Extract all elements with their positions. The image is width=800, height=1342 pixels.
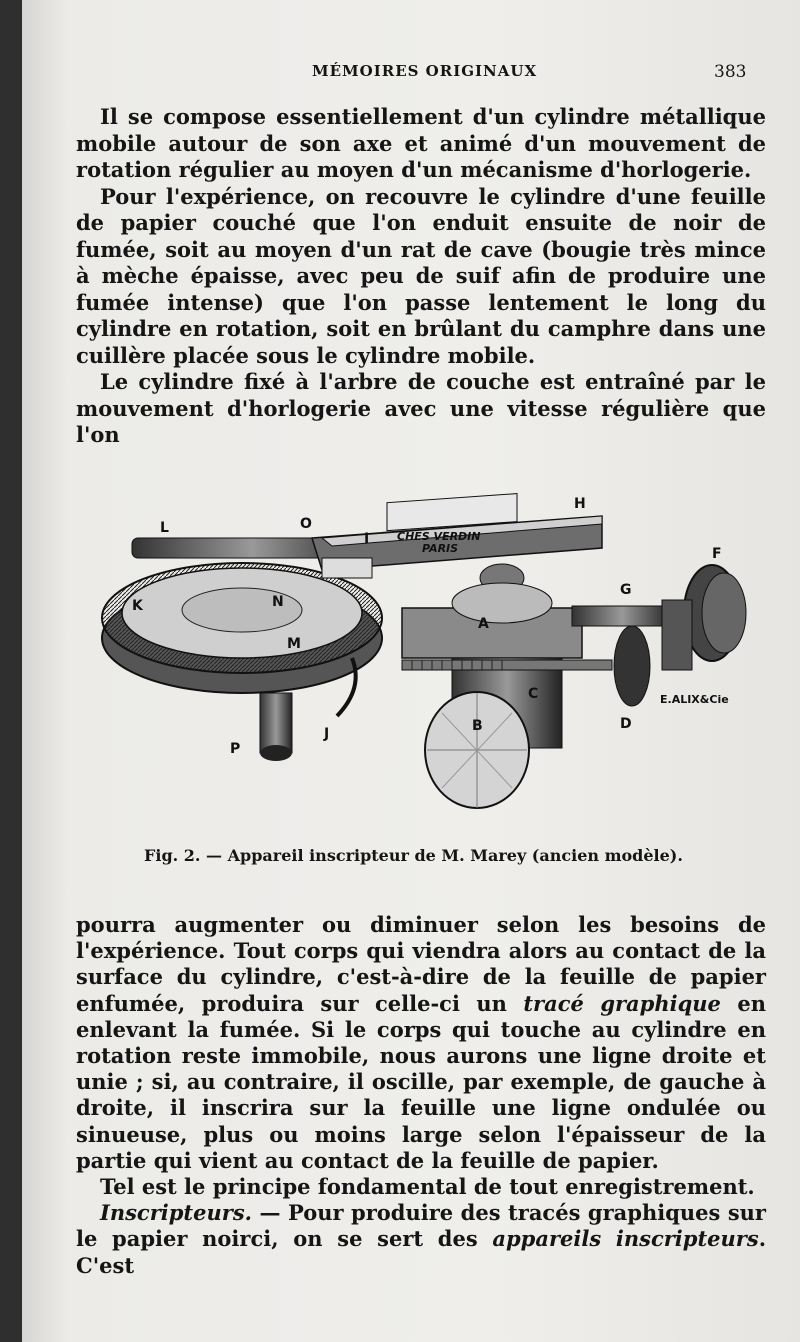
book-page [22, 0, 800, 1342]
screw-rod [402, 660, 612, 670]
continuation-text-a: pourra augmenter ou diminuer selon les besoins de l'expérience. Tout corps qui viendra alors au contact de la surface du cylindre, c'est-à-dire de la feuille de papier enfumée, produira sur celle-ci un [76, 912, 766, 1016]
label-a: A [478, 616, 489, 632]
page-number: 383 [714, 62, 747, 82]
page-header [22, 58, 800, 88]
continuation-emphasis: tracé graphique [523, 990, 721, 1016]
drive-wheels [572, 565, 746, 706]
label-d: D [620, 716, 632, 732]
inscripteurs-emphasis: appareils inscripteurs [492, 1226, 759, 1252]
label-n: N [272, 594, 284, 610]
label-g: G [620, 582, 632, 598]
inscripteurs-text-a: — Pour produire des tracés graphiques sur le papier noirci, on se sert des [76, 1200, 766, 1252]
label-f: F [712, 546, 722, 562]
paragraph-experience: Pour l'expérience, on recouvre le cylindre d'une feuille de papier couché que l'on enduit ensuite de noir de fumée, soit au moyen d'un rat de cave (bougie très mince à mèche épaisse, avec peu de suif afin de produire une fumée intense) que l'on passe lentement le long du cylindre en rotation, soit en brûlant du camphre dans une cuillère placée sous le cylindre mobile. [76, 183, 766, 368]
paragraph-fixed-cylinder: Le cylindre fixé à l'arbre de couche est entraîné par le mouvement d'horlogerie avec une vitesse régulière que l'on [76, 369, 766, 447]
label-m: M [287, 636, 301, 652]
text-block-top [76, 104, 766, 449]
continuation-text-b: en enlevant la fumée. Si le corps qui touche au cylindre en rotation reste immobile, nous aurons une ligne droite et unie ; si, au contraire, il oscille, par exemple, de gauche à droite, il inscrira sur la feuille une ligne ondulée ou sinueuse, plus ou moins large selon l'épaisseur de la partie qui vient au contact de la feuille de papier. [76, 990, 766, 1173]
plate-line-2: PARIS [422, 542, 459, 555]
label-l: L [160, 520, 169, 536]
label-p: P [230, 741, 241, 757]
paragraph-continuation [76, 912, 766, 1174]
plate-line-1: CHES VERDIN [397, 530, 481, 543]
label-k: K [132, 598, 143, 614]
label-j: J [324, 726, 330, 742]
running-head: MÉMOIRES ORIGINAUX [312, 62, 538, 80]
label-b: B [472, 718, 483, 734]
winding-knob [425, 692, 529, 808]
figure-illustration [82, 488, 782, 838]
paragraph-principle: Tel est le principe fondamental de tout enregistrement. [100, 1174, 755, 1200]
cylinder-disc [102, 563, 382, 693]
label-o: O [300, 516, 312, 532]
label-h: H [574, 496, 586, 512]
label-i: I [364, 531, 370, 547]
figure-caption: Fig. 2. — Appareil inscripteur de M. Marey (ancien modèle). [144, 846, 683, 865]
engraver-signature: E.ALIX&Cie [660, 693, 729, 706]
paragraph-inscripteurs [76, 1200, 766, 1279]
text-block-bottom [76, 912, 766, 1279]
label-c: C [528, 686, 539, 702]
inscripteurs-lead: Inscripteurs. [100, 1200, 252, 1226]
paragraph-cylinder: Il se compose essentiellement d'un cylindre métallique mobile autour de son axe et animé d'un mouvement de rotation régulier au moyen d'un mécanisme d'horlogerie. [76, 104, 766, 182]
inscripteurs-text-b: . C'est [76, 1226, 766, 1278]
